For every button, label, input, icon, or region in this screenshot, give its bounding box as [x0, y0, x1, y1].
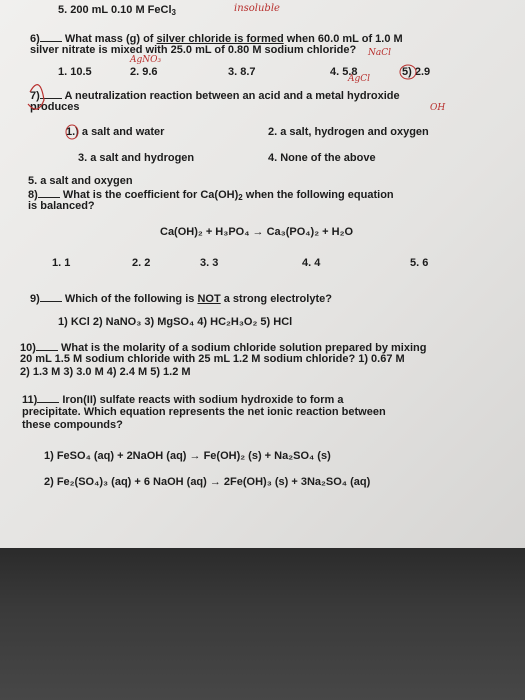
q6-option-3: 3. 8.7: [228, 66, 256, 78]
q7-question-line2: produces: [30, 101, 80, 113]
handwritten-note: NaCl: [368, 48, 392, 58]
handwritten-note: AgNO₃: [130, 55, 162, 65]
q6-question-line2: silver nitrate is mixed with 25.0 mL of 0.80 M sodium chloride?: [30, 44, 357, 56]
q8-option-4: 4. 4: [302, 257, 321, 269]
q9-options: 1) KCl 2) NaNO₃ 3) MgSO₄ 4) HC₂H₃O₂ 5) HCl: [58, 316, 293, 328]
q7-option-5: 5. a salt and oxygen: [28, 175, 133, 187]
q11-question-line3: these compounds?: [22, 419, 123, 431]
q8-option-5: 5. 6: [410, 257, 429, 269]
pen-mark-circle: [66, 125, 78, 139]
q10-question: 10) What is the molarity of a sodium chloride solution prepared by mixing: [20, 342, 427, 354]
q7-question: 7) A neutralization reaction between an acid and a metal hydroxide: [30, 90, 400, 102]
q11-equation-1: 1) FeSO₄ (aq) + 2NaOH (aq) → Fe(OH)₂ (s) + Na₂SO₄ (s): [44, 450, 331, 462]
q11-equation-2: 2) Fe₂(SO₄)₃ (aq) + 6 NaOH (aq) → 2Fe(OH)₃ (s) + 3Na₂SO₄ (aq): [44, 476, 371, 488]
q8-option-2: 2. 2: [132, 257, 151, 269]
q10-options: 2) 1.3 M 3) 3.0 M 4) 2.4 M 5) 1.2 M: [20, 366, 191, 378]
q5-option: 5. 200 mL 0.10 M FeCl$_3$: [58, 4, 176, 17]
q10-question-line2: 20 mL 1.5 M sodium chloride with 25 mL 1.2 M sodium chloride? 1) 0.67 M: [20, 353, 405, 365]
q11-question-line2: precipitate. Which equation represents the net ionic reaction between: [22, 406, 386, 418]
q7-option-4: 4. None of the above: [268, 152, 376, 164]
pen-mark-circle: [400, 65, 416, 79]
q8-equation: Ca(OH)₂ + H₃PO₄ → Ca₃(PO₄)₂ + H₂O: [160, 226, 354, 238]
handwritten-note: AgCl: [348, 74, 371, 84]
q6-option-4: 4. 5.8: [330, 66, 358, 78]
q8-option-3: 3. 3: [200, 257, 219, 269]
handwritten-note: insoluble: [234, 3, 280, 14]
q8-question-line2: is balanced?: [28, 200, 95, 212]
q6-option-1: 1. 10.5: [58, 66, 92, 78]
pen-mark-scribble: [28, 85, 44, 110]
q7-option-1: 1.) a salt and water: [66, 126, 165, 138]
q6-option-2: 2. 9.6: [130, 66, 158, 78]
q7-option-2: 2. a salt, hydrogen and oxygen: [268, 126, 429, 138]
q8-question: 8) What is the coefficient for $Ca(OH)_2$ when the following equation: [28, 189, 394, 202]
q6-option-5: 5) 2.9: [402, 66, 431, 78]
handwritten-note: OH: [430, 103, 446, 113]
q11-question: 11) Iron(II) sulfate reacts with sodium hydroxide to form a: [22, 394, 344, 406]
page-background: [0, 548, 525, 700]
q7-option-3: 3. a salt and hydrogen: [78, 152, 195, 164]
q8-option-1: 1. 1: [52, 257, 71, 269]
q6-question: 6) What mass (g) of silver chloride is formed when 60.0 mL of 1.0 M: [30, 33, 403, 45]
q9-question: 9) Which of the following is NOT a strong electrolyte?: [30, 293, 332, 305]
